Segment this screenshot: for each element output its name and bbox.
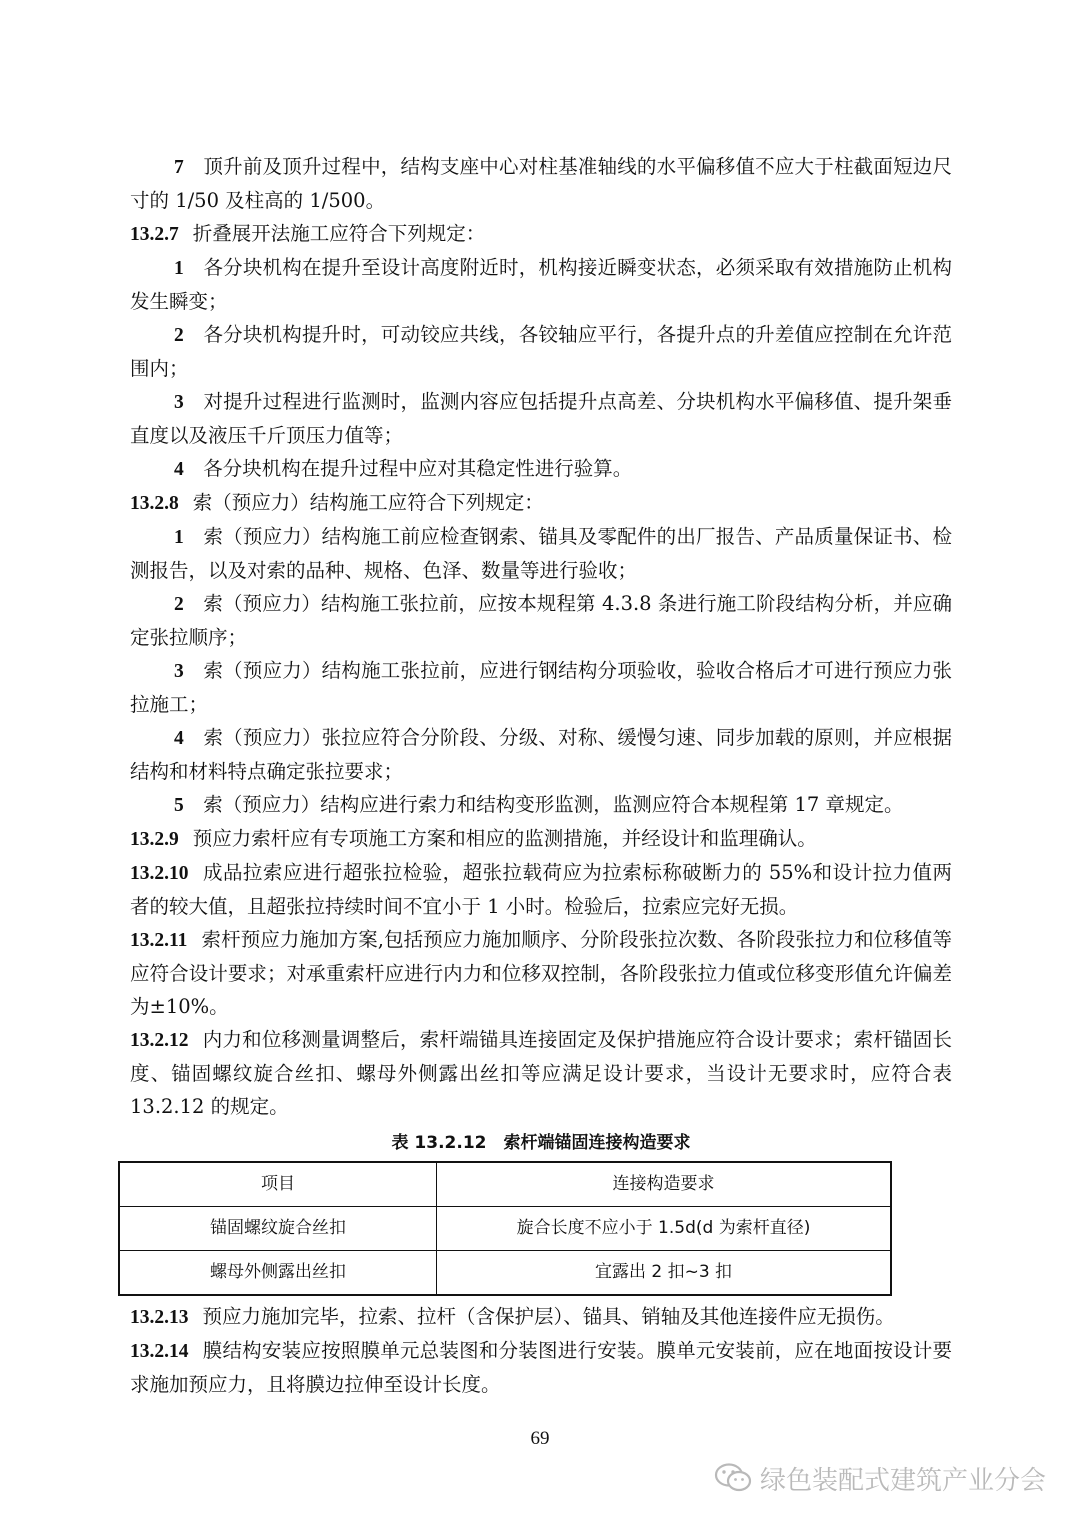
paragraph-text: 索（预应力）结构施工前应检查钢索、锚具及零配件的出厂报告、产品质量保证书、检测报告，以及对索的品种、规格、色泽、数量等进行验收； <box>130 525 952 582</box>
wechat-icon <box>714 1462 752 1494</box>
item-number: 2 <box>174 325 184 346</box>
paragraph-text: 折叠展开法施工应符合下列规定： <box>192 222 486 245</box>
item-number: 7 <box>174 157 184 178</box>
watermark-text: 绿色装配式建筑产业分会 <box>759 1465 1046 1496</box>
list-item <box>130 251 952 318</box>
clause-paragraph <box>130 856 952 923</box>
list-item <box>130 788 952 822</box>
table-header-cell: 连接构造要求 <box>437 1162 892 1207</box>
table-wrapper <box>118 1161 892 1296</box>
table-cell: 旋合长度不应小于 1.5d(d 为索杆直径) <box>437 1207 892 1251</box>
paragraph-text: 顶升前及顶升过程中，结构支座中心对柱基准轴线的水平偏移值不应大于柱截面短边尺寸的 1/50 及柱高的 1/500。 <box>130 155 952 212</box>
item-number: 4 <box>174 459 184 480</box>
item-number: 2 <box>174 594 184 615</box>
clause-number: 13.2.8 <box>130 493 179 514</box>
item-number: 3 <box>174 661 184 682</box>
document-body <box>130 150 952 1401</box>
paragraph-text: 各分块机构在提升过程中应对其稳定性进行验算。 <box>203 457 633 480</box>
table-title: 表 13.2.12 索杆端锚固连接构造要求 <box>391 1133 691 1153</box>
table-cell: 锚固螺纹旋合丝扣 <box>119 1207 437 1251</box>
clause-number: 13.2.13 <box>130 1307 189 1328</box>
paragraphs-after-table <box>130 1300 952 1401</box>
paragraph-text: 预应力施加完毕，拉索、拉杆（含保护层）、锚具、销轴及其他连接件应无损伤。 <box>202 1305 895 1328</box>
paragraph-text: 索（预应力）张拉应符合分阶段、分级、对称、缓慢匀速、同步加载的原则，并应根据结构和材料特点确定张拉要求； <box>130 726 952 783</box>
paragraph-text: 各分块机构提升时，可动铰应共线，各铰轴应平行，各提升点的升差值应控制在允许范围内； <box>130 323 952 380</box>
item-number: 1 <box>174 258 184 279</box>
paragraph-text: 索（预应力）结构施工张拉前，应进行钢结构分项验收，验收合格后才可进行预应力张拉施工； <box>130 659 952 716</box>
item-number: 4 <box>174 728 184 749</box>
watermark <box>714 1458 1046 1498</box>
paragraph-text: 膜结构安装应按照膜单元总装图和分装图进行安装。膜单元安装前，应在地面按设计要求施加预应力，且将膜边拉伸至设计长度。 <box>130 1339 952 1396</box>
clause-number: 13.2.14 <box>130 1341 189 1362</box>
page-number: 69 <box>530 1428 550 1449</box>
clause-paragraph <box>130 486 952 520</box>
table-cell: 螺母外侧露出丝扣 <box>119 1251 437 1296</box>
list-item <box>130 150 952 217</box>
clause-number: 13.2.10 <box>130 863 189 884</box>
table-row <box>119 1251 891 1296</box>
paragraph-text: 索（预应力）结构施工应符合下列规定： <box>192 491 544 514</box>
table-header-row <box>119 1162 891 1207</box>
clause-paragraph <box>130 923 952 1023</box>
table-header-cell: 项目 <box>119 1162 437 1207</box>
clause-number: 13.2.7 <box>130 224 179 245</box>
paragraph-text: 内力和位移测量调整后，索杆端锚具连接固定及保护措施应符合设计要求；索杆锚固长度、锚固螺纹旋合丝扣、螺母外侧露出丝扣等应满足设计要求，当设计无要求时，应符合表 13.2.12 的规定。 <box>130 1028 952 1118</box>
list-item <box>130 654 952 721</box>
paragraph-text: 成品拉索应进行超张拉检验，超张拉载荷应为拉索标称破断力的 55%和设计拉力值两者的较大值，且超张拉持续时间不宜小于 1 小时。检验后，拉索应完好无损。 <box>130 861 952 918</box>
item-number: 3 <box>174 392 184 413</box>
paragraph-text: 对提升过程进行监测时，监测内容应包括提升点高差、分块机构水平偏移值、提升架垂直度以及液压千斤顶压力值等； <box>130 390 952 447</box>
table-cell: 宜露出 2 扣~3 扣 <box>437 1251 892 1296</box>
table-row <box>119 1207 891 1251</box>
list-item <box>130 452 952 486</box>
list-item <box>130 587 952 654</box>
paragraph-text: 索（预应力）结构应进行索力和结构变形监测，监测应符合本规程第 17 章规定。 <box>203 793 904 816</box>
clause-paragraph <box>130 822 952 856</box>
paragraph-text: 索（预应力）结构施工张拉前，应按本规程第 4.3.8 条进行施工阶段结构分析，并应确定张拉顺序； <box>130 592 952 649</box>
clause-paragraph <box>130 1300 952 1334</box>
clause-number: 13.2.11 <box>130 930 188 951</box>
clause-paragraph <box>130 1334 952 1401</box>
list-item <box>130 385 952 452</box>
list-item <box>130 318 952 385</box>
paragraph-text: 各分块机构在提升至设计高度附近时，机构接近瞬变状态，必须采取有效措施防止机构发生瞬变； <box>130 256 952 313</box>
paragraph-text: 预应力索杆应有专项施工方案和相应的监测措施，并经设计和监理确认。 <box>192 827 817 850</box>
item-number: 5 <box>174 795 184 816</box>
clause-paragraph <box>130 217 952 251</box>
spec-table <box>118 1161 892 1296</box>
clause-number: 13.2.9 <box>130 829 179 850</box>
paragraphs-before-table <box>130 150 952 1123</box>
clause-paragraph <box>130 1023 952 1123</box>
clause-number: 13.2.12 <box>130 1030 189 1051</box>
list-item <box>130 721 952 788</box>
list-item <box>130 520 952 587</box>
paragraph-text: 索杆预应力施加方案,包括预应力施加顺序、分阶段张拉次数、各阶段张拉力和位移值等应符合设计要求；对承重索杆应进行内力和位移双控制，各阶段张拉力值或位移变形值允许偏差为±10%。 <box>130 928 952 1018</box>
item-number: 1 <box>174 527 184 548</box>
